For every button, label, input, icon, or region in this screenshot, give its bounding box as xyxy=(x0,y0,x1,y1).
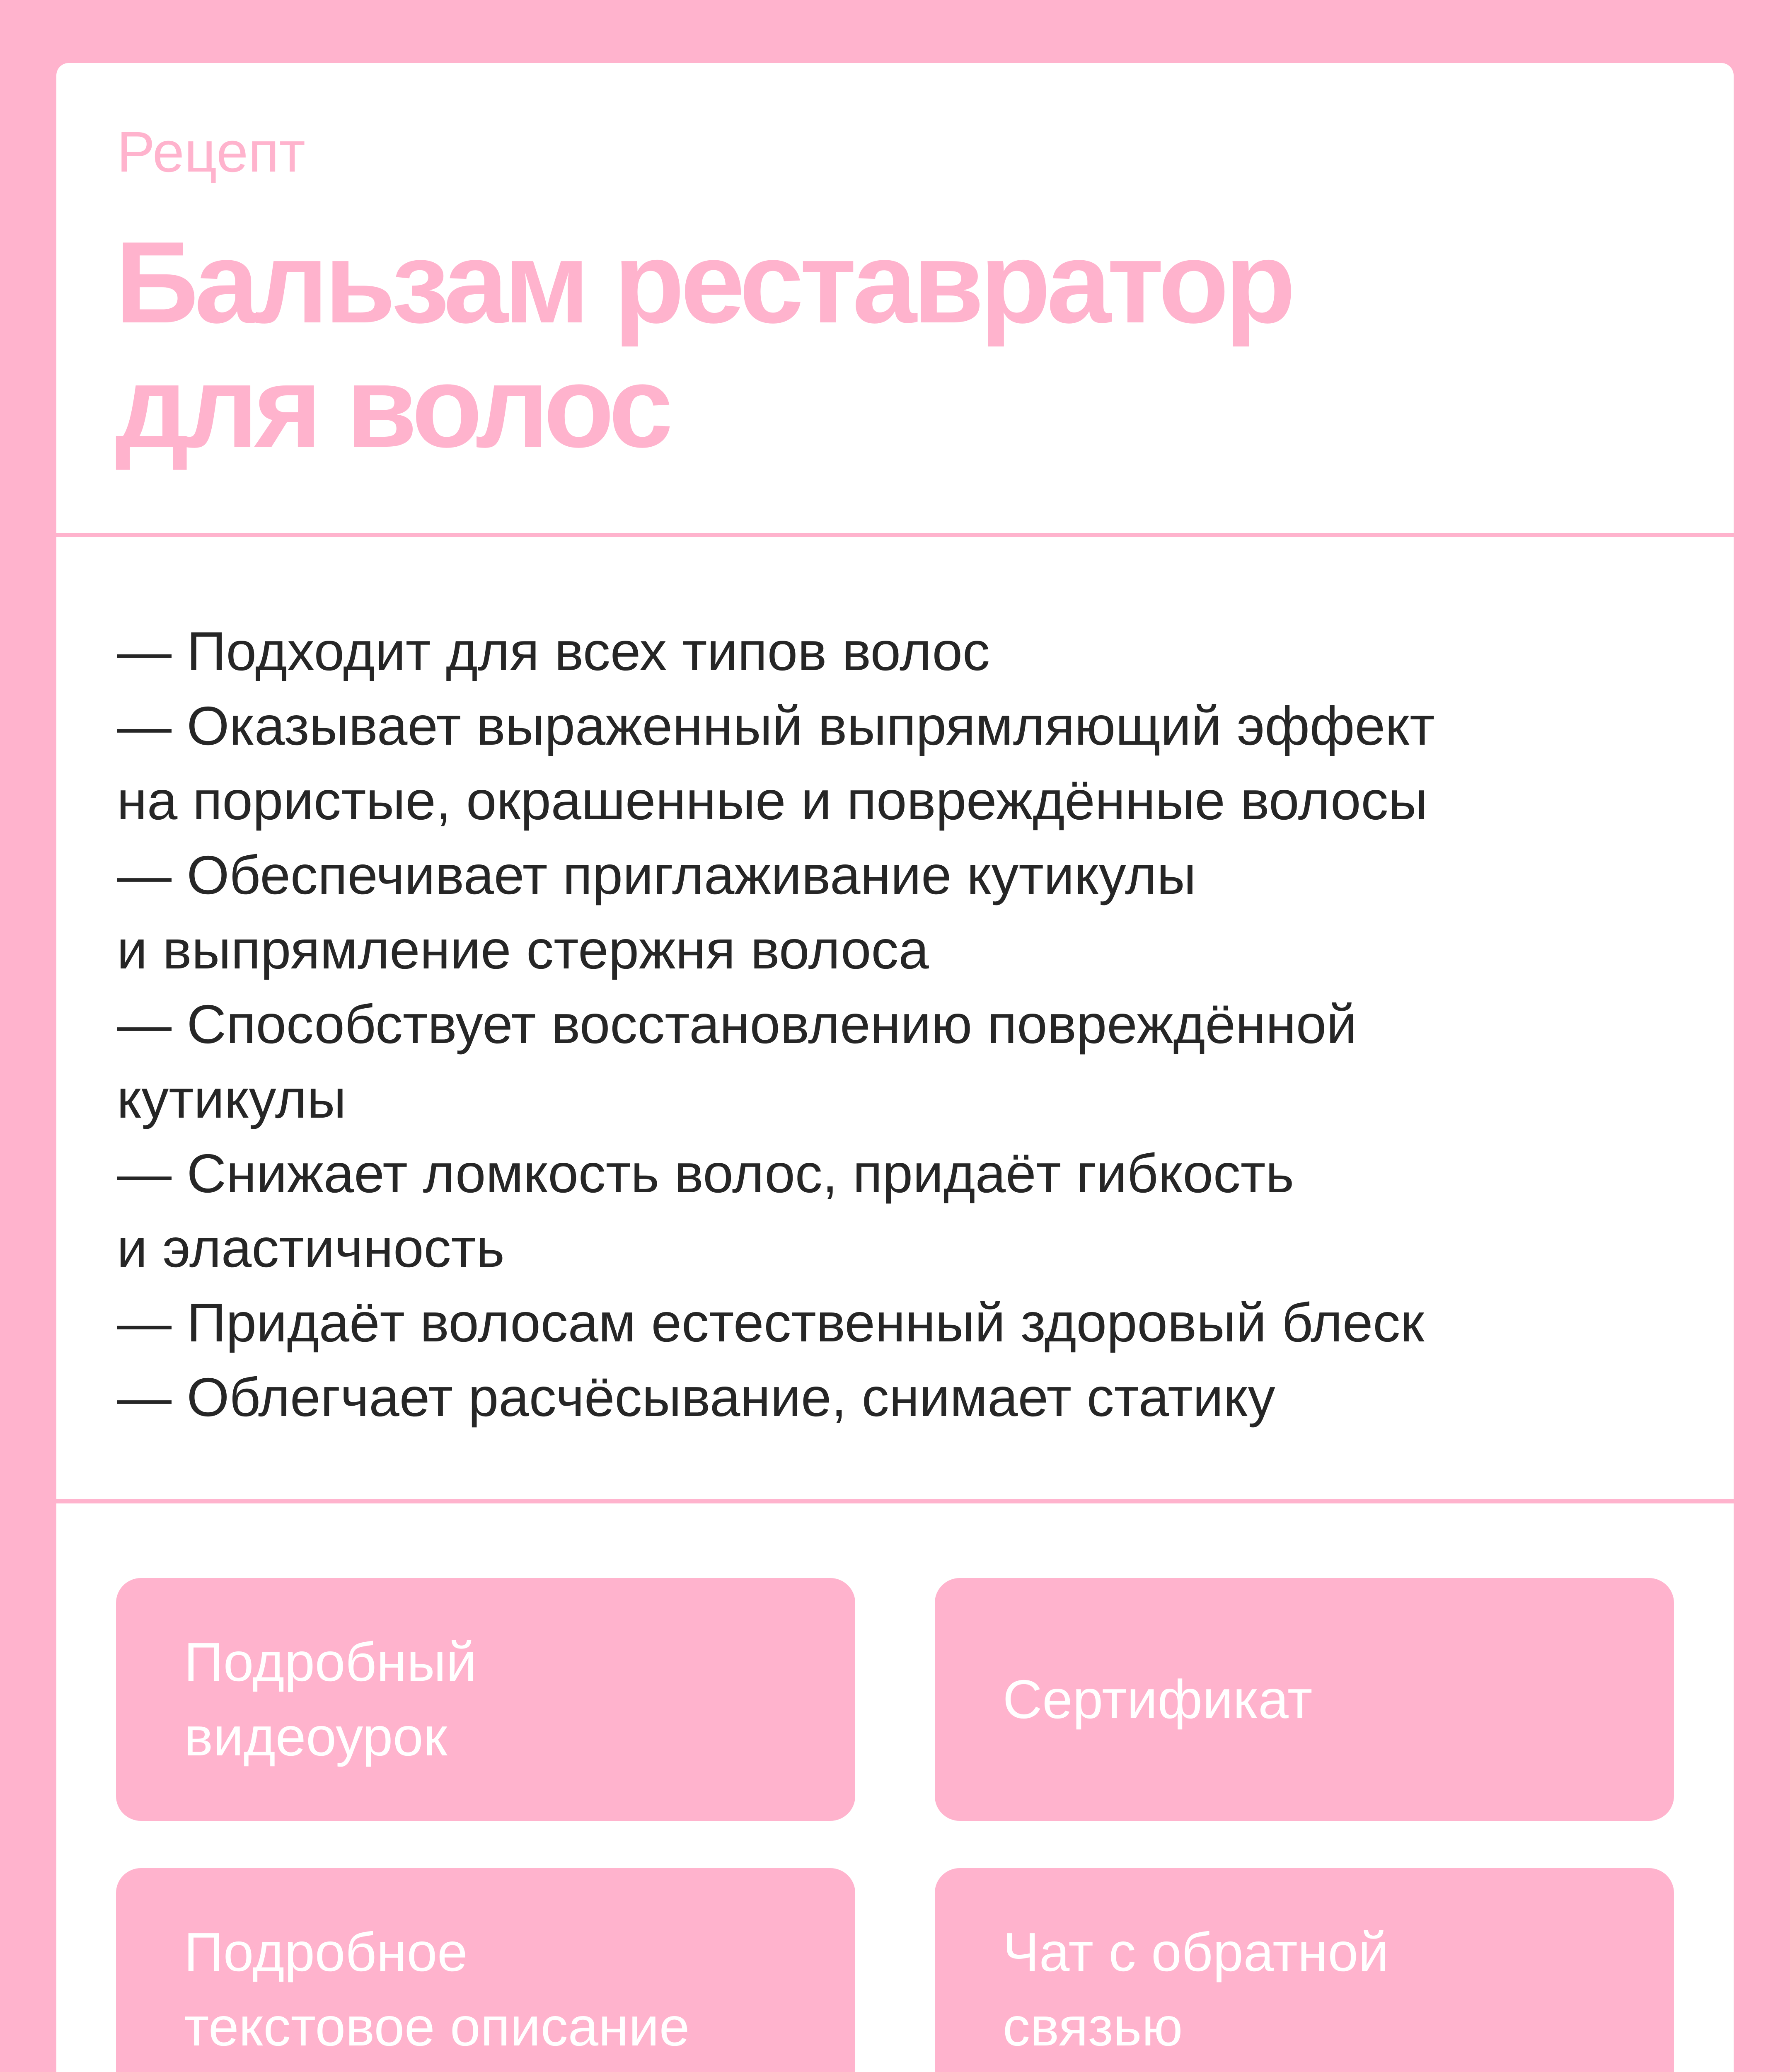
feature-item: — Придаёт волосам естественный здоровый блеск xyxy=(117,1292,1425,1353)
divider-bottom xyxy=(56,1499,1734,1503)
page-subtitle: Рецепт xyxy=(117,120,305,184)
card-header xyxy=(56,63,1734,535)
divider-top xyxy=(56,533,1734,537)
feature-item: — Подходит для всех типов волос xyxy=(117,621,990,682)
video-lesson-label: Подробный видеоурок xyxy=(184,1631,477,1767)
feature-item: — Способствует восстановлению повреждённой кутикулы xyxy=(117,994,1357,1129)
feature-item: — Облегчает расчёсывание, снимает статику xyxy=(117,1367,1275,1428)
feedback-chat-label: Чат с обратной связью xyxy=(1003,1922,1389,2057)
text-description-label: Подробное текстовое описание xyxy=(184,1922,690,2057)
feedback-chat-button[interactable] xyxy=(935,1868,1674,2072)
feature-item: — Снижает ломкость волос, придаёт гибкость и эластичность xyxy=(117,1143,1294,1278)
feature-item: — Оказывает выраженный выпрямляющий эффект на пористые, окрашенные и повреждённые волосы xyxy=(117,695,1435,831)
certificate-label: Сертификат xyxy=(1003,1669,1313,1730)
video-lesson-button[interactable] xyxy=(116,1578,855,1821)
features-list xyxy=(117,614,1691,1435)
page-title: Бальзам реставратор для волос xyxy=(115,218,1292,472)
text-description-button[interactable] xyxy=(116,1868,855,2072)
feature-item: — Обеспечивает приглаживание кутикулы и выпрямление стержня волоса xyxy=(117,845,1196,980)
certificate-button[interactable] xyxy=(935,1578,1674,1821)
recipe-card xyxy=(56,63,1734,2072)
